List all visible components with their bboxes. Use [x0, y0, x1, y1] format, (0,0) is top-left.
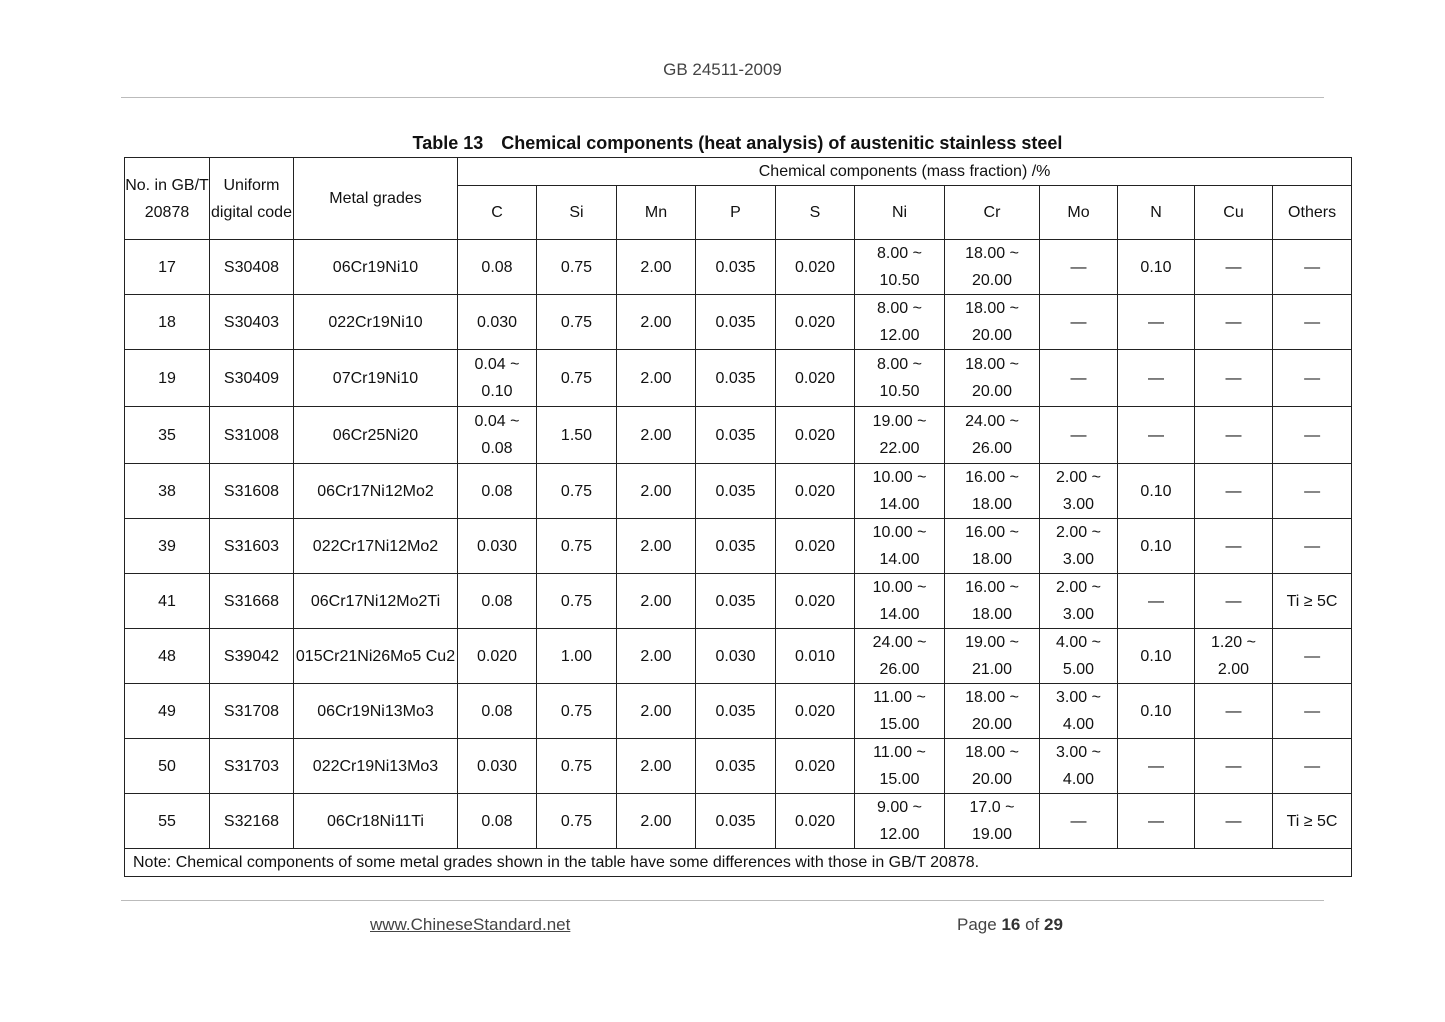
cell-n: 0.10 [1118, 519, 1195, 574]
cell-cu: — [1195, 684, 1273, 739]
footer-divider [121, 900, 1324, 901]
cell-c: 0.020 [458, 629, 537, 684]
cell-s: 0.020 [776, 739, 855, 794]
table-row [125, 629, 1352, 684]
cell-code: S31708 [210, 684, 294, 739]
cell-n: — [1118, 739, 1195, 794]
cell-mo: 2.00 ~ 3.00 [1040, 574, 1118, 629]
cell-no: 18 [125, 295, 210, 350]
cell-others: — [1273, 629, 1352, 684]
cell-grade: 015Cr21Ni26Mo5 Cu2 [294, 629, 458, 684]
header-element: Si [537, 186, 617, 240]
cell-others: — [1273, 407, 1352, 464]
header-element: N [1118, 186, 1195, 240]
cell-si: 1.00 [537, 629, 617, 684]
cell-p: 0.035 [696, 240, 776, 295]
cell-p: 0.030 [696, 629, 776, 684]
cell-ni: 11.00 ~ 15.00 [855, 684, 945, 739]
cell-no: 48 [125, 629, 210, 684]
cell-s: 0.020 [776, 350, 855, 407]
cell-c: 0.030 [458, 295, 537, 350]
cell-si: 0.75 [537, 739, 617, 794]
cell-c: 0.030 [458, 519, 537, 574]
website-link[interactable]: www.ChineseStandard.net [370, 915, 571, 934]
cell-s: 0.020 [776, 794, 855, 849]
cell-c: 0.04 ~ 0.08 [458, 407, 537, 464]
header-group: Chemical components (mass fraction) /% [458, 158, 1352, 186]
table-number: Table 13 [412, 133, 484, 153]
cell-others: — [1273, 240, 1352, 295]
cell-cr: 17.0 ~ 19.00 [945, 794, 1040, 849]
cell-p: 0.035 [696, 407, 776, 464]
cell-ni: 8.00 ~ 12.00 [855, 295, 945, 350]
cell-grade: 022Cr19Ni13Mo3 [294, 739, 458, 794]
cell-cu: — [1195, 739, 1273, 794]
document-id-header: GB 24511-2009 [663, 60, 782, 79]
cell-others: — [1273, 684, 1352, 739]
cell-ni: 8.00 ~ 10.50 [855, 240, 945, 295]
table-header [125, 158, 1352, 240]
cell-no: 50 [125, 739, 210, 794]
cell-others: — [1273, 519, 1352, 574]
cell-mo: — [1040, 407, 1118, 464]
cell-ni: 10.00 ~ 14.00 [855, 464, 945, 519]
cell-c: 0.08 [458, 464, 537, 519]
header-element: Ni [855, 186, 945, 240]
cell-no: 49 [125, 684, 210, 739]
cell-si: 0.75 [537, 519, 617, 574]
cell-others: — [1273, 295, 1352, 350]
header-element: Others [1273, 186, 1352, 240]
cell-code: S31668 [210, 574, 294, 629]
table-note: Note: Chemical components of some metal grades shown in the table have some differences with those in GB/T 20878. [125, 849, 1352, 877]
cell-c: 0.08 [458, 684, 537, 739]
header-element: P [696, 186, 776, 240]
cell-cr: 18.00 ~ 20.00 [945, 295, 1040, 350]
cell-mo: — [1040, 794, 1118, 849]
header-element: Mn [617, 186, 696, 240]
cell-mo: 3.00 ~ 4.00 [1040, 684, 1118, 739]
cell-mn: 2.00 [617, 240, 696, 295]
header-element: S [776, 186, 855, 240]
cell-n: — [1118, 574, 1195, 629]
page-of: of [1025, 915, 1040, 934]
cell-ni: 10.00 ~ 14.00 [855, 519, 945, 574]
cell-code: S30408 [210, 240, 294, 295]
header-grade: Metal grades [294, 158, 458, 240]
cell-ni: 9.00 ~ 12.00 [855, 794, 945, 849]
cell-grade: 022Cr19Ni10 [294, 295, 458, 350]
cell-cu: — [1195, 240, 1273, 295]
cell-mn: 2.00 [617, 295, 696, 350]
cell-s: 0.010 [776, 629, 855, 684]
cell-no: 38 [125, 464, 210, 519]
header-divider [121, 97, 1324, 98]
cell-si: 0.75 [537, 794, 617, 849]
cell-grade: 06Cr19Ni10 [294, 240, 458, 295]
cell-cu: — [1195, 464, 1273, 519]
cell-si: 1.50 [537, 407, 617, 464]
table-caption [124, 133, 1351, 154]
cell-code: S30409 [210, 350, 294, 407]
cell-mo: — [1040, 350, 1118, 407]
cell-mo: — [1040, 295, 1118, 350]
cell-cr: 24.00 ~ 26.00 [945, 407, 1040, 464]
cell-cr: 18.00 ~ 20.00 [945, 684, 1040, 739]
cell-mn: 2.00 [617, 407, 696, 464]
cell-mn: 2.00 [617, 739, 696, 794]
header-element: C [458, 186, 537, 240]
cell-n: — [1118, 350, 1195, 407]
cell-cu: — [1195, 519, 1273, 574]
cell-si: 0.75 [537, 574, 617, 629]
cell-mn: 2.00 [617, 684, 696, 739]
page-total: 29 [1044, 915, 1063, 934]
cell-mn: 2.00 [617, 629, 696, 684]
cell-c: 0.04 ~ 0.10 [458, 350, 537, 407]
cell-p: 0.035 [696, 295, 776, 350]
header-element: Cu [1195, 186, 1273, 240]
header-code: Uniform digital code [210, 158, 294, 240]
cell-mn: 2.00 [617, 350, 696, 407]
header-element: Cr [945, 186, 1040, 240]
cell-no: 55 [125, 794, 210, 849]
cell-p: 0.035 [696, 519, 776, 574]
table-row [125, 684, 1352, 739]
cell-s: 0.020 [776, 574, 855, 629]
cell-c: 0.08 [458, 240, 537, 295]
cell-s: 0.020 [776, 295, 855, 350]
cell-cr: 16.00 ~ 18.00 [945, 519, 1040, 574]
cell-cu: — [1195, 794, 1273, 849]
cell-ni: 10.00 ~ 14.00 [855, 574, 945, 629]
cell-n: — [1118, 407, 1195, 464]
cell-code: S31603 [210, 519, 294, 574]
cell-ni: 8.00 ~ 10.50 [855, 350, 945, 407]
table-row [125, 574, 1352, 629]
cell-c: 0.08 [458, 794, 537, 849]
cell-c: 0.08 [458, 574, 537, 629]
cell-cr: 16.00 ~ 18.00 [945, 464, 1040, 519]
cell-n: 0.10 [1118, 684, 1195, 739]
chemical-components-table [124, 157, 1352, 877]
cell-cr: 18.00 ~ 20.00 [945, 739, 1040, 794]
cell-si: 0.75 [537, 295, 617, 350]
cell-grade: 06Cr25Ni20 [294, 407, 458, 464]
cell-no: 41 [125, 574, 210, 629]
cell-mn: 2.00 [617, 574, 696, 629]
cell-cu: — [1195, 295, 1273, 350]
cell-no: 35 [125, 407, 210, 464]
cell-cr: 18.00 ~ 20.00 [945, 350, 1040, 407]
cell-others: Ti ≥ 5C [1273, 794, 1352, 849]
cell-grade: 07Cr19Ni10 [294, 350, 458, 407]
table-body [125, 240, 1352, 849]
cell-si: 0.75 [537, 240, 617, 295]
table-row [125, 519, 1352, 574]
cell-ni: 11.00 ~ 15.00 [855, 739, 945, 794]
cell-others: — [1273, 739, 1352, 794]
cell-s: 0.020 [776, 240, 855, 295]
cell-cu: 1.20 ~ 2.00 [1195, 629, 1273, 684]
cell-others: — [1273, 350, 1352, 407]
cell-grade: 06Cr18Ni11Ti [294, 794, 458, 849]
cell-n: 0.10 [1118, 240, 1195, 295]
cell-s: 0.020 [776, 684, 855, 739]
cell-n: — [1118, 794, 1195, 849]
page-prefix: Page [957, 915, 997, 934]
header-no: No. in GB/T 20878 [125, 158, 210, 240]
cell-grade: 06Cr17Ni12Mo2Ti [294, 574, 458, 629]
cell-s: 0.020 [776, 464, 855, 519]
cell-no: 17 [125, 240, 210, 295]
cell-code: S39042 [210, 629, 294, 684]
cell-grade: 06Cr17Ni12Mo2 [294, 464, 458, 519]
cell-n: 0.10 [1118, 464, 1195, 519]
cell-no: 19 [125, 350, 210, 407]
cell-code: S32168 [210, 794, 294, 849]
cell-mo: 4.00 ~ 5.00 [1040, 629, 1118, 684]
table-row [125, 240, 1352, 295]
cell-mn: 2.00 [617, 519, 696, 574]
cell-mn: 2.00 [617, 794, 696, 849]
cell-no: 39 [125, 519, 210, 574]
cell-n: 0.10 [1118, 629, 1195, 684]
cell-cr: 16.00 ~ 18.00 [945, 574, 1040, 629]
table-row [125, 794, 1352, 849]
cell-mo: 3.00 ~ 4.00 [1040, 739, 1118, 794]
cell-p: 0.035 [696, 794, 776, 849]
table-row [125, 464, 1352, 519]
cell-n: — [1118, 295, 1195, 350]
table-title: Chemical components (heat analysis) of austenitic stainless steel [501, 133, 1063, 153]
cell-cu: — [1195, 407, 1273, 464]
cell-cu: — [1195, 350, 1273, 407]
cell-others: Ti ≥ 5C [1273, 574, 1352, 629]
cell-mo: 2.00 ~ 3.00 [1040, 464, 1118, 519]
cell-code: S30403 [210, 295, 294, 350]
cell-si: 0.75 [537, 350, 617, 407]
table-row [125, 739, 1352, 794]
cell-p: 0.035 [696, 739, 776, 794]
table-row [125, 295, 1352, 350]
cell-ni: 19.00 ~ 22.00 [855, 407, 945, 464]
cell-si: 0.75 [537, 464, 617, 519]
cell-code: S31008 [210, 407, 294, 464]
cell-cu: — [1195, 574, 1273, 629]
table-row [125, 407, 1352, 464]
cell-s: 0.020 [776, 519, 855, 574]
cell-grade: 06Cr19Ni13Mo3 [294, 684, 458, 739]
cell-mo: — [1040, 240, 1118, 295]
cell-p: 0.035 [696, 350, 776, 407]
cell-code: S31608 [210, 464, 294, 519]
cell-cr: 18.00 ~ 20.00 [945, 240, 1040, 295]
cell-p: 0.035 [696, 464, 776, 519]
cell-s: 0.020 [776, 407, 855, 464]
page-current: 16 [1001, 915, 1021, 934]
cell-mo: 2.00 ~ 3.00 [1040, 519, 1118, 574]
cell-code: S31703 [210, 739, 294, 794]
cell-c: 0.030 [458, 739, 537, 794]
cell-grade: 022Cr17Ni12Mo2 [294, 519, 458, 574]
cell-si: 0.75 [537, 684, 617, 739]
page-indicator [957, 915, 1063, 935]
cell-p: 0.035 [696, 684, 776, 739]
cell-others: — [1273, 464, 1352, 519]
cell-mn: 2.00 [617, 464, 696, 519]
header-element: Mo [1040, 186, 1118, 240]
cell-cr: 19.00 ~ 21.00 [945, 629, 1040, 684]
cell-ni: 24.00 ~ 26.00 [855, 629, 945, 684]
cell-p: 0.035 [696, 574, 776, 629]
table-row [125, 350, 1352, 407]
